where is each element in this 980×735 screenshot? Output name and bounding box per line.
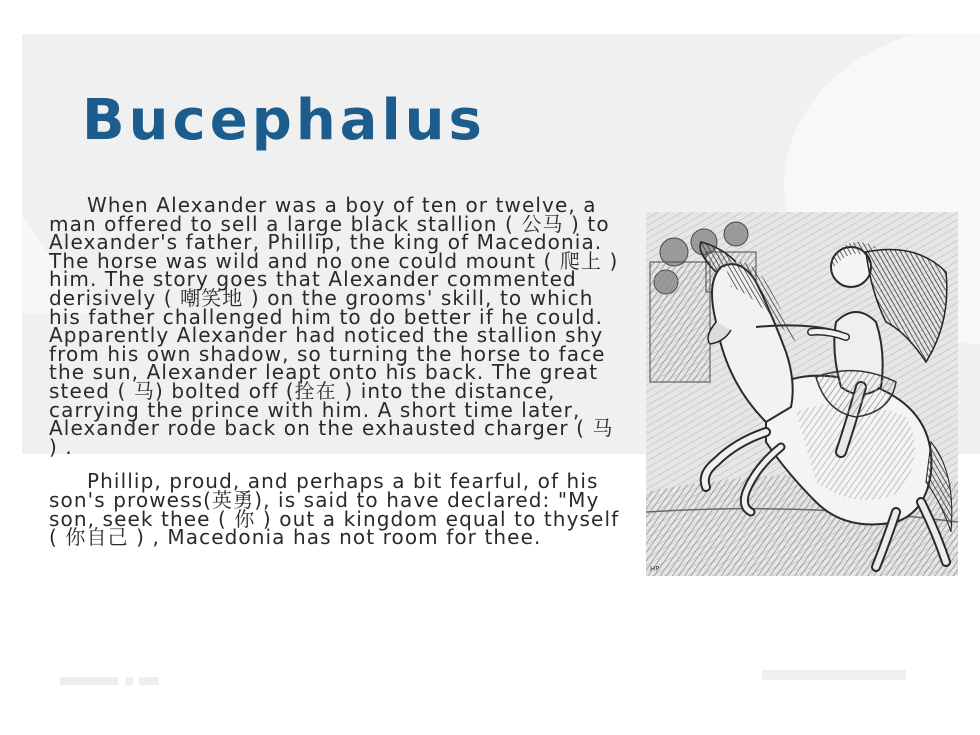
footer-bar-mid [139,677,159,685]
footer-bar-small [125,677,133,685]
story-text [49,193,624,550]
page-title: Bucephalus [82,88,486,153]
footer-bar-left [60,677,118,685]
story-paragraph-1: When Alexander was a boy of ten or twelve, a man offered to sell a large black stallion ( 公马 ) to Alexander's father, Phillip, the king of Macedonia. The horse was wild and no one could mount ( 爬上 ) him. The story goes that Alexander commented derisively ( 嘲笑地 ) on the grooms' skill, to which his father challenged him to do better if he could. Apparently Alexander had noticed the stallion shy from his own shadow, so turning the horse to face the sun, Alexander leapt onto his back. The great steed ( 马) bolted off (拴在 ) into the distance, carrying the prince with him. A short time later, Alexander rode back on the exhausted charger ( 马 ) . [49,193,619,459]
rearing-horse-icon [646,212,958,576]
footer-bar-right [762,670,906,680]
story-paragraph-2: Phillip, proud, and perhaps a bit fearful, of his son's prowess(英勇), is said to have declared: "My son, seek thee ( 你 ) out a kingdom equal to thyself ( 你自己 ) , Macedonia has not room for thee. [49,469,620,550]
alexander-horse-illustration [646,212,958,576]
artist-signature: ᴴᴾ [650,564,660,576]
